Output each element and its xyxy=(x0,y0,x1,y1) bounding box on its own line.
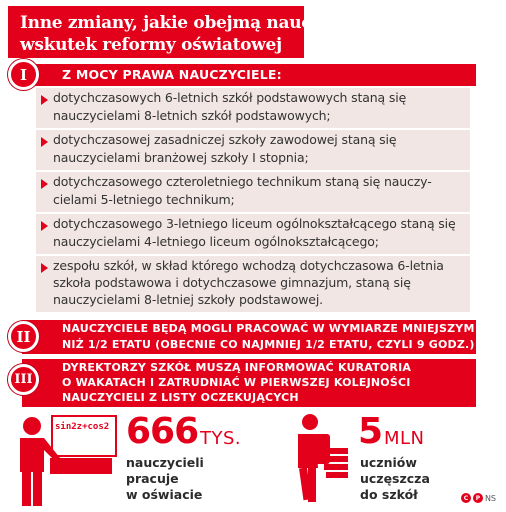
section-1-numeral-badge: I xyxy=(8,59,39,90)
list-item-line: dotychczasowych 6-letnich szkół podstawowych staną się xyxy=(53,90,407,105)
copyright-logo-icon: C xyxy=(461,493,471,503)
bullet-arrow-icon xyxy=(41,137,48,147)
list-item-line: dotychczasowego 3-letniego liceum ogólnokształcącego staną się xyxy=(53,216,456,231)
section-2-numeral-badge: II xyxy=(8,321,39,352)
section-3-line-3: NAUCZYCIELI Z LISTY OCZEKUJĄCYCH xyxy=(62,391,299,404)
list-item-line: nauczycielami branżowej szkoły I stopnia; xyxy=(53,150,309,165)
teachers-count: 666 xyxy=(126,411,199,452)
teachers-caption-3: w oświacie xyxy=(126,487,203,502)
section-2-bar xyxy=(22,320,476,354)
page-title-line-1: Inne zmiany, jakie obejmą nauczycieli xyxy=(20,13,370,33)
section-3-line-1: DYREKTORZY SZKÓŁ MUSZĄ INFORMOWAĆ KURATORIA xyxy=(62,361,412,374)
title-box xyxy=(8,6,370,58)
students-caption-1: uczniów xyxy=(360,455,417,470)
bullet-arrow-icon xyxy=(41,263,48,273)
students-caption-2: uczęszcza xyxy=(360,471,430,486)
list-item-line: szkoła podstawowa i dotychczasowe gimnazjum, staną się xyxy=(53,275,411,290)
list-item xyxy=(36,214,470,254)
bullet-arrow-icon xyxy=(41,221,48,231)
list-item-line: nauczycielami 8-letniej szkoły podstawowej. xyxy=(53,292,323,307)
list-item xyxy=(36,130,470,170)
section-3-line-2: O WAKATACH I ZATRUDNIAĆ W PIERWSZEJ KOLEJNOŚCI xyxy=(62,376,411,389)
teachers-caption-2: pracuje xyxy=(126,471,179,486)
list-item xyxy=(36,172,470,212)
students-unit: MLN xyxy=(384,428,425,449)
list-item xyxy=(36,256,470,312)
page-title-line-2: wskutek reformy oświatowej xyxy=(20,35,282,55)
section-3-numeral-badge: III xyxy=(8,364,39,395)
list-item-line: dotychczasowej zasadniczej szkoły zawodowej staną się xyxy=(53,132,397,147)
teachers-unit: TYS. xyxy=(200,428,242,449)
bullet-arrow-icon xyxy=(41,95,48,105)
author-initials: NS xyxy=(484,493,496,503)
teachers-caption-1: nauczycieli xyxy=(126,455,204,470)
section-1-heading: Z MOCY PRAWA NAUCZYCIELE: xyxy=(62,67,282,82)
student-with-books-icon xyxy=(284,412,352,508)
list-item-line: nauczycielami 8-letnich szkół podstawowych; xyxy=(53,108,331,123)
section-2-line-2: NIŻ 1/2 ETATU (OBECNIE CO NAJMNIEJ 1/2 ETATU, CZYLI 9 GODZ.) xyxy=(62,338,475,351)
section-2-line-1: NAUCZYCIELE BĘDĄ MOGLI PRACOWAĆ W WYMIARZE MNIEJSZYM xyxy=(62,322,475,335)
list-item-line: cielami 5-letniego technikum; xyxy=(53,192,235,207)
section-3-bar xyxy=(22,359,476,407)
section-1-heading-bar xyxy=(22,64,476,86)
publisher-logo-icon: P xyxy=(473,493,483,503)
list-item-line: dotychczasowego czteroletniego technikum staną się nauczy- xyxy=(53,174,432,189)
list-item xyxy=(36,88,470,128)
credit xyxy=(461,493,496,503)
students-caption-3: do szkół xyxy=(360,487,418,502)
board-text: sin2z+cos2 xyxy=(55,422,110,432)
list-item-line: zespołu szkół, w skład którego wchodzą dotychczasowa 6-letnia xyxy=(53,258,444,273)
list-item-line: nauczycielami 4-letniego liceum ogólnokształcącego; xyxy=(53,234,379,249)
bullet-arrow-icon xyxy=(41,179,48,189)
students-count: 5 xyxy=(358,411,383,452)
